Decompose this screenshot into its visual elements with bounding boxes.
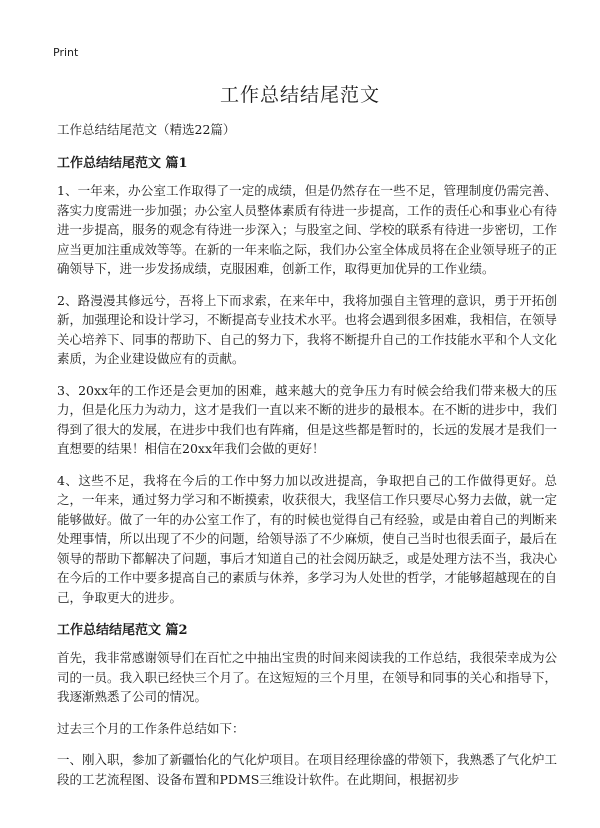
paragraph: 一、刚入职，参加了新疆怡化的气化炉项目。在项目经理徐盛的带领下，我熟悉了气化炉工段的工艺流程图、设备布置和PDMS三维设计软件。在此期间，根据初步	[57, 752, 558, 787]
section-heading: 工作总结结尾范文 篇2	[57, 623, 188, 638]
paragraph: 首先，我非常感谢领导们在百忙之中抽出宝贵的时间来阅读我的工作总结，我很荣幸成为公司的一员。我入职已经快三个月了。在这短短的三个月里，在领导和同事的关心和指导下，我逐渐熟悉了公司的情况。	[57, 650, 558, 704]
document-body	[57, 120, 557, 789]
page-title: 工作总结结尾范文	[219, 84, 380, 106]
section-1	[57, 152, 557, 607]
paragraph: 过去三个月的工作条件总结如下：	[57, 720, 245, 736]
section-heading: 工作总结结尾范文 篇1	[57, 156, 188, 171]
paragraph: 1、一年来，办公室工作取得了一定的成绩，但是仍然存在一些不足，管理制度仍需完善、落实力度需进一步加强；办公室人员整体素质有待进一步提高，工作的责任心和事业心有待进一步提高，服务的观念有待进一步深入；与股室之间、学校的联系有待进一步密切，工作应当更加注重成效等等。在新的一年来临之际，我们办公室全体成员将在企业领导班子的正确领导下，进一步发扬成绩，克服困难，创新工作，取得更加优异的工作业绩。	[57, 183, 558, 276]
section-2	[57, 619, 557, 789]
document-subtitle: 工作总结结尾范文（精选22篇）	[57, 122, 236, 137]
paragraph: 4、这些不足，我将在今后的工作中努力加以改进提高，争取把自己的工作做得更好。总之，一年来，通过努力学习和不断摸索，收获很大，我坚信工作只要尽心努力去做，就一定能够做好。做了一年的办公室工作了，有的时候也觉得自己有经验，或是由着自己的判断来处理事情，所以出现了不少的问题，给领导添了不少麻烦，使自己当时也很丢面子，最后在领导的帮助下都解决了问题，事后才知道自己的社会阅历缺乏，或是处理方法不当，我决心在今后的工作中要多提高自己的素质与休养，多学习为人处世的哲学，才能够超越现在的自己，争取更大的进步。	[57, 472, 558, 605]
paragraph: 3、20xx年的工作还是会更加的困难，越来越大的竞争压力有时候会给我们带来极大的压力，但是化压力为动力，这才是我们一直以来不断的进步的最根本。在不断的进步中，我们得到了很大的发展，在进步中我们也有阵痛，但是这些都是暂时的，长远的发展才是我们一直想要的结果！相信在20xx年我们会做的更好！	[57, 382, 558, 456]
print-label[interactable]: Print	[53, 46, 79, 59]
paragraph: 2、路漫漫其修远兮，吾将上下而求索，在来年中，我将加强自主管理的意识，勇于开拓创新，加强理论和设计学习，不断提高专业技术水平。也将会遇到很多困难，我相信，在领导关心培养下、同事的帮助下、自己的努力下，我将不断提升自己的工作技能水平和个人文化素质，为企业建设做应有的贡献。	[57, 292, 558, 366]
